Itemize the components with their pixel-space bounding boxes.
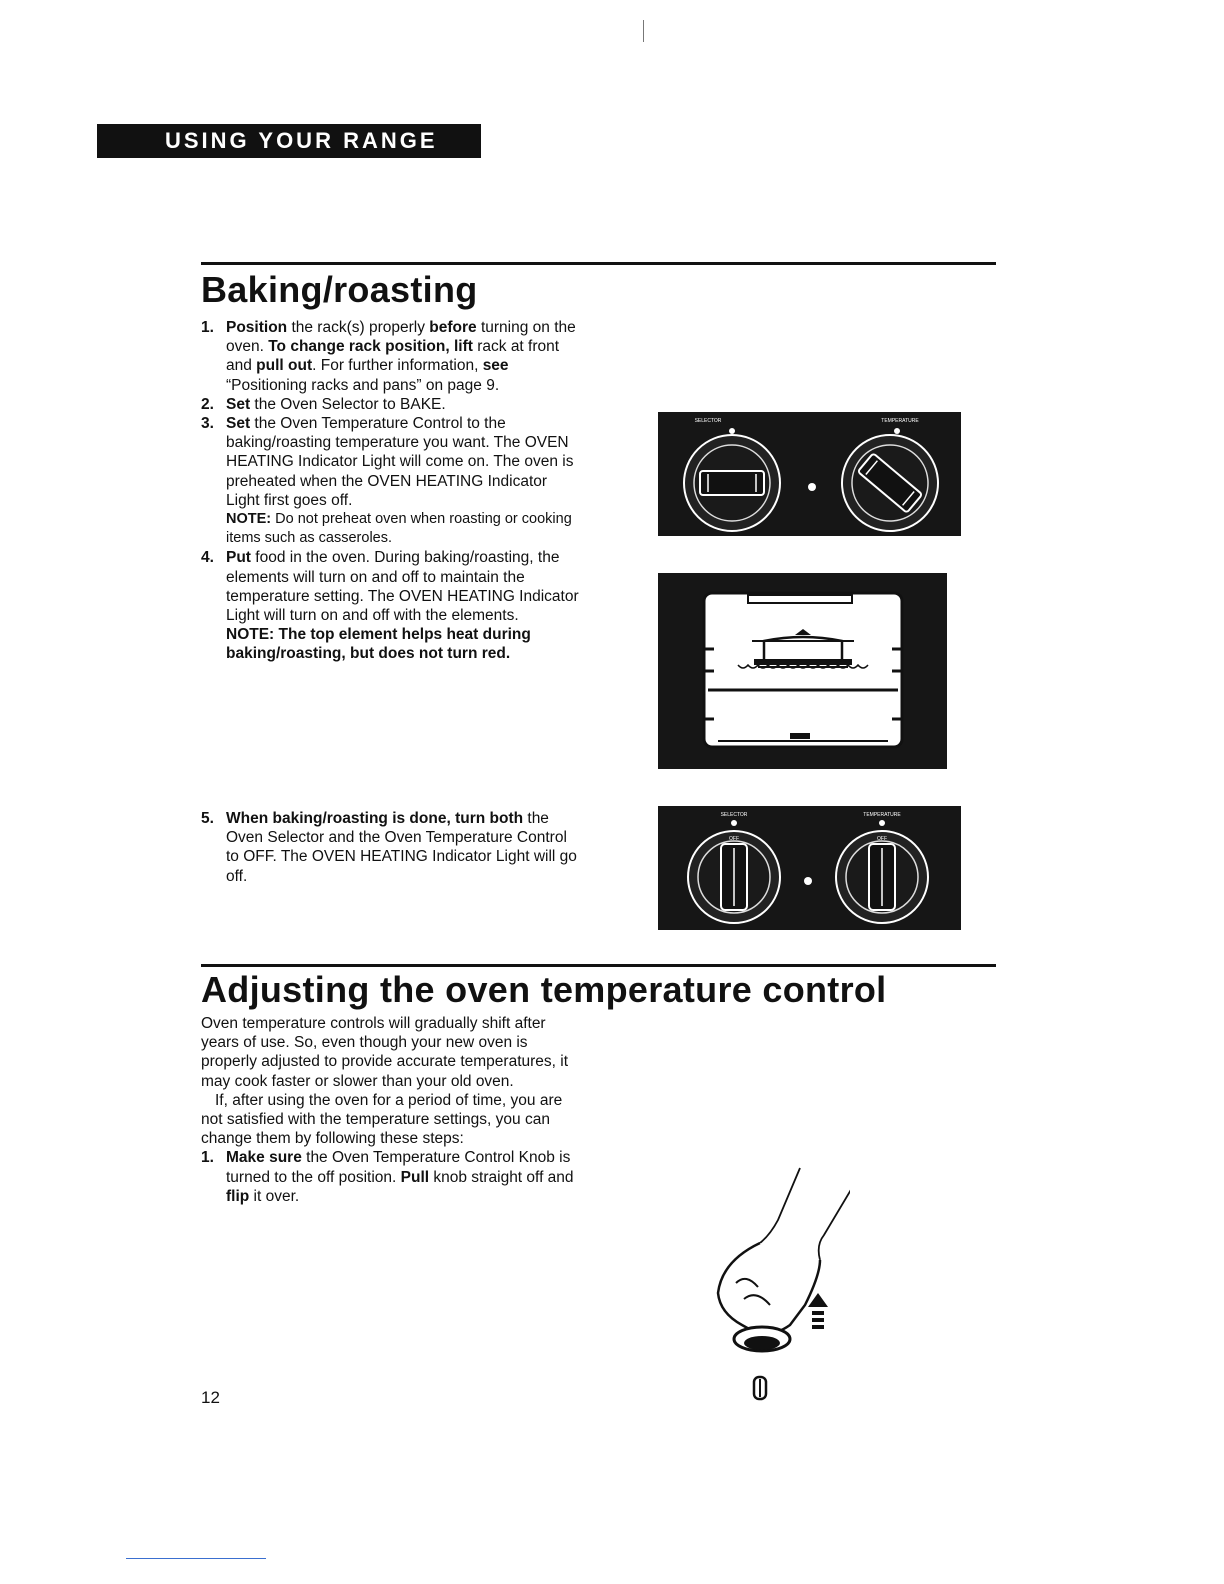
step-number: 1. (201, 319, 214, 336)
selector-knob (684, 435, 780, 531)
step-3: 3. Set the Oven Temperature Control to the baking/roasting temperature you want. The OVEN HEATING Indicator Light will come on. The oven is preheated when the OVEN HEATING Indicator Light first goes off. NOTE: Do not preheat oven when roasting or cooking items such as casseroles. (201, 414, 581, 548)
control-panel-illustration-off (658, 806, 961, 930)
oven-interior-illustration (658, 573, 947, 769)
temperature-knob-off (836, 831, 928, 923)
step-number: 2. (201, 395, 214, 413)
heading-adjusting: Adjusting the oven temperature control (201, 969, 887, 1010)
selector-knob-off (688, 831, 780, 923)
heading-baking-roasting: Baking/roasting (201, 269, 478, 310)
svg-text:TEMPERATURE: TEMPERATURE (881, 418, 919, 424)
svg-text:OFF: OFF (729, 836, 739, 842)
paragraph: Oven temperature controls will gradually shift after years of use. So, even though your new oven is properly adjusted to provide accurate temperatures, it may cook faster or slower than your old oven. (201, 1015, 569, 1090)
step-number: 5. (201, 810, 214, 827)
temperature-knob (822, 415, 957, 536)
adjusting-text (201, 1014, 581, 1206)
step-2: 2. Set the Oven Selector to BAKE. (201, 395, 446, 413)
baking-step-5-block (201, 809, 581, 886)
section-rule-adjusting (201, 964, 996, 967)
hand-pulling-knob-illustration (700, 1165, 850, 1410)
step-4: 4. Put food in the oven. During baking/roasting, the elements will turn on and off to maintain the temperature setting. The OVEN HEATING Indicator Light will turn on and off with the elements. NOTE: The top element helps heat during baking/roasting, but does not turn red. (201, 548, 581, 663)
section-rule-baking (201, 262, 996, 265)
svg-text:TEMPERATURE: TEMPERATURE (863, 812, 901, 818)
step-5: 5. When baking/roasting is done, turn both the Oven Selector and the Oven Temperature Control to OFF. The OVEN HEATING Indicator Light will go off. (201, 810, 577, 885)
step-number: 1. (201, 1149, 214, 1167)
step-number: 4. (201, 549, 214, 567)
svg-text:SELECTOR: SELECTOR (720, 812, 748, 818)
scan-mark (643, 20, 644, 42)
note: NOTE: Do not preheat oven when roasting or cooking items such as casseroles. (226, 511, 572, 547)
note-top-element: NOTE: The top element helps heat during baking/roasting, but does not turn red. (226, 626, 531, 663)
page-number: 12 (201, 1388, 220, 1407)
step-1: 1. Position the rack(s) properly before turning on the oven. To change rack position, lift rack at front and pull out. For further information, see “Positioning racks and pans” on page 9. (201, 319, 576, 394)
adjust-step-1: 1. Make sure the Oven Temperature Control Knob is turned to the off position. Pull knob straight off and flip it over. (201, 1149, 574, 1205)
svg-text:OFF: OFF (877, 836, 887, 842)
control-panel-illustration-bake (658, 412, 961, 536)
paragraph: If, after using the oven for a period of time, you are not satisfied with the temperature settings, you can change them by following these steps: (201, 1091, 563, 1148)
step-number: 3. (201, 415, 214, 433)
footer-line (126, 1558, 266, 1559)
section-banner: USING YOUR RANGE (97, 124, 481, 158)
baking-steps (201, 318, 581, 664)
svg-text:SELECTOR: SELECTOR (694, 418, 722, 424)
